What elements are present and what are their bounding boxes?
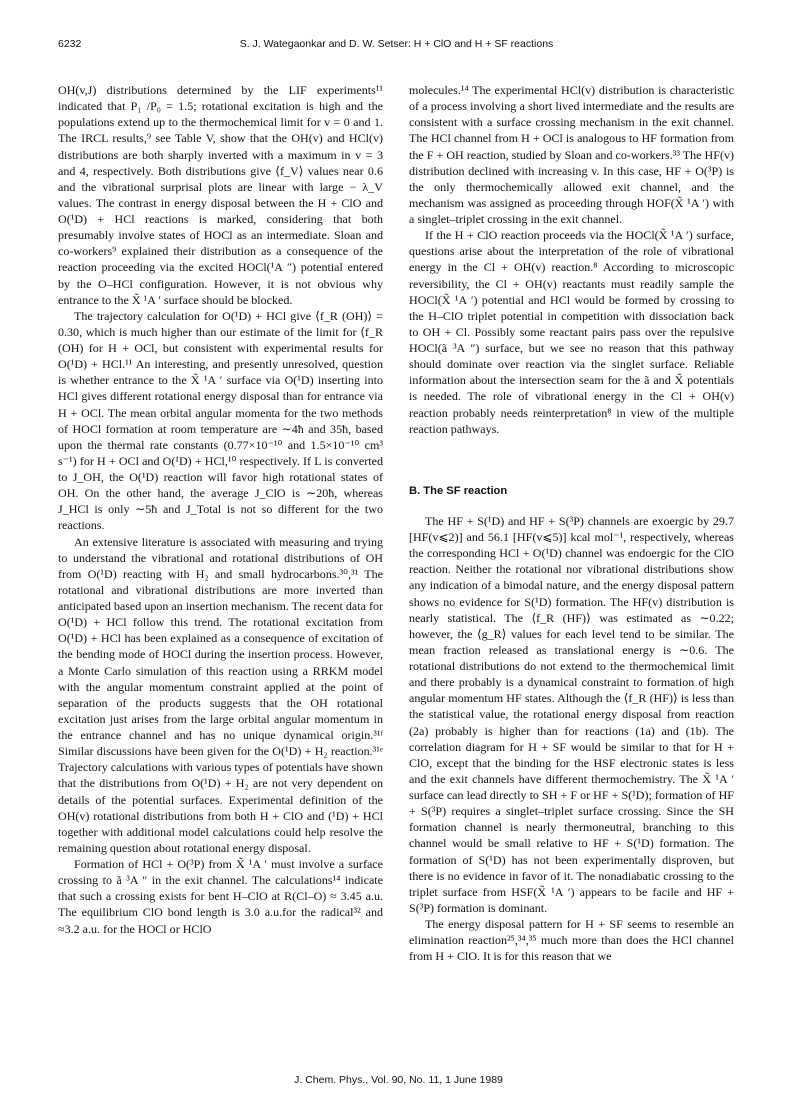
left-column [58, 82, 383, 937]
right-column [409, 82, 734, 964]
paragraph: An extensive literature is associated with measuring and trying to understand the vibrational and rotational distributions of OH from O(¹D) reacting with H₂ and small hydrocarbons.³⁰,³¹ The rotational and vibrational distributions are more inverted than anticipated based upon an insertion mechanism. The recent data for O(¹D) + HCl follow this trend. The rotational excitation from O(¹D) + HCl has been explained as a consequence of excitation of the bending mode of HOCl during the insertion process. However, a Monte Carlo simulation of this reaction using a RRKM model with the angular momentum constraint applied at the point of separation of the products suggests that the OH rotational excitation just arises from the large orbital angular momentum in the entrance channel and has no unique dynamical origin.³¹ᶠ Similar discussions have been given for the O(¹D) + H₂ reaction.³¹ᵉ Trajectory calculations with various types of potentials have shown that the distributions from O(¹D) + H₂ are not very dependent on details of the potential surfaces. Experimental definition of the OH(v) rotational distributions from both H + ClO and (¹D) + HCl together with additional model calculations could help resolve the remaining question about rotational energy disposal. [58, 534, 383, 855]
paragraph: If the H + ClO reaction proceeds via the HOCl(X̃ ¹A ′) surface, questions arise about the interpretation of the role of vibrational energy in the Cl + OH(v) reaction.⁸ According to microscopic reversibility, the Cl + OH(v) reactants must readily sample the HOCl(X̃ ¹A ′) potential and HCl would be formed by crossing to the H–ClO triplet potential in competition with dissociation back to OH + Cl. Possibly some reactant pairs pass over the repulsive HOCl(ã ³A ″) surface, but we see no reason that this pathway should dominate over reaction via the singlet surface. Reliable information about the intersection seam for the ã and X̃ potentials is needed. The role of vibrational energy in the Cl + OH(v) reaction probably needs reinterpretation⁸ in view of the multiple reaction pathways. [409, 228, 734, 436]
running-title: S. J. Wategaonkar and D. W. Setser: H + ClO and H + SF reactions [239, 38, 554, 50]
paragraph: The energy disposal pattern for H + SF seems to resemble an elimination reaction²⁵,³⁴,³⁵ much more than does the HCl channel from H + ClO. It is for this reason that we [409, 917, 734, 964]
page-number: 6232 [58, 38, 82, 50]
paragraph: The trajectory calculation for O(¹D) + HCl give ⟨f_R (OH)⟩ = 0.30, which is much higher than our estimate of the limit for ⟨f_R (OH) for H + OCl, but consistent with experimental results for O(¹D) + HCl.¹¹ An interesting, and presently unresolved, question is whether entrance to the X̃ ¹A ′ surface via O(¹D) inserting into HCl gives different rotational energy disposal than for entrance via H + OCl. The mean orbital angular momenta for the two methods of HOCl formation at room temperature are ∼4ħ and 35ħ, based upon the thermal rate constants (0.77×10⁻¹⁰ and 1.5×10⁻¹⁰ cm³ s⁻¹) for H + OCl and O(¹D) + HCl,¹⁰ respectively. If L is converted to J_OH, the O(¹D) reaction will favor high rotational states of OH. On the other hand, the average J_ClO is ∼20ħ, whereas J_HCl is only ∼5ħ and J_Total is not so different for the two reactions. [58, 308, 383, 533]
paragraph: Formation of HCl + O(³P) from X̃ ¹A ′ must involve a surface crossing to ã ³A ″ in the exit channel. The calculations¹⁴ indicate that such a crossing exists for bent H–ClO at R(Cl–O) ≈ 3.45 a.u. The equilibrium ClO bond length is 3.0 a.u.for the radical³² and ≈3.2 a.u. for the HOCl or HClO [58, 857, 383, 936]
paragraph: The HF + S(¹D) and HF + S(³P) channels are exoergic by 29.7 [HF(v⩽2)] and 56.1 [HF(v⩽5)] kcal mol⁻¹, respectively, whereas the corresponding HCl + O(¹D) channel was endoergic for the ClO reaction. Neither the rotational nor vibrational distributions show any indication of a bimodal nature, and the energy disposal pattern shows no evidence for S(¹D) formation. The HF(v) distribution is nearly statistical. The ⟨f_R (HF)⟩ was estimated as ∼0.22; however, the ⟨g_R⟩ values for each level tend to be similar. The mean fraction released as translational energy is ∼0.6. The rotational distributions do not extend to the thermochemical limit and there probably is a dynamical constraint to formation of high angular momentum HF states. Although the ⟨f_R (HF)⟩ is less than the statistical value, the rotational energy disposal from reaction (2a) probably is higher than for reactions (1a) and (1b). The correlation diagram for H + SF would be similar to that for H + ClO, except that the binding for the HSF electronic states is less and the exit channels have different thermochemistry. The X̃ ¹A ′ surface can lead directly to SH + F or HF + S(¹D); formation of HF + S(³P) requires a singlet–triplet surface crossing. Since the SH formation channel is nearly thermoneutral, branching to this channel would be small relative to HF + S(¹D) formation. The formation of S(¹D) has not been experimentally disproven, but there is no evidence in favor of it. The nonadiabatic crossing to the triplet surface from HSF(X̃ ¹A ′) appears to be facile and HF + S(³P) formation is dominant. [409, 513, 734, 915]
page-header [58, 38, 735, 52]
paragraph: molecules.¹⁴ The experimental HCl(v) distribution is characteristic of a process involving a short lived intermediate and the results are consistent with a surface crossing mechanism in the exit channel. The HCl channel from H + OCl is analogous to HF formation from the F + OH reaction, studied by Sloan and co-workers.³³ The HF(v) distribution declined with increasing v. In this case, HF + O(³P) is the only thermochemically allowed exit channel, and the mechanism was assigned as proceeding through HOF(X̃ ¹A ′) with a singlet–triplet crossing in the exit channel. [409, 83, 734, 226]
paragraph: OH(v,J) distributions determined by the LIF experiments¹¹ indicated that P₁ /P₀ = 1.5; rotational excitation is high and the populations extend up to the thermochemical limit for v = 0 and 1. The IRCL results,⁹ see Table V, show that the OH(v) and HCl(v) distributions are both sharply inverted with a maximum in v = 3 and 4, respectively. Both distributions give ⟨f_V⟩ values near 0.6 and the vibrational surprisal plots are linear with large − λ_V values. The contrast in energy disposal between the H + ClO and O(¹D) + HCl reactions is marked, considering that both presumably involve states of HOCl as an intermediate. Sloan and co-workers⁹ explained their distribution as a consequence of the reaction proceeding via the excited HOCl(¹A ″) potential entered by the O–HCl configuration. However, it is not obvious why entrance to the X̃ ¹A ′ surface should be blocked. [58, 83, 383, 307]
section-heading: B. The SF reaction [409, 484, 508, 497]
journal-citation-footer: J. Chem. Phys., Vol. 90, No. 11, 1 June 1989 [294, 1074, 503, 1086]
